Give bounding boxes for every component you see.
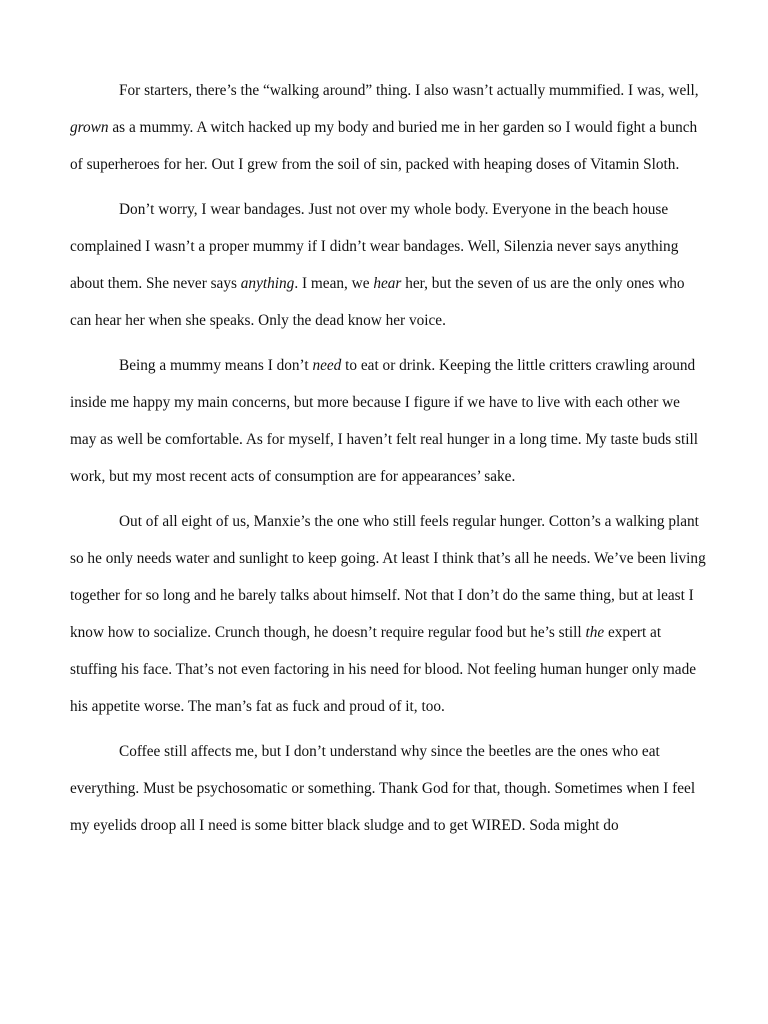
paragraph-2-text-3: her, but the seven of us are the only ones who can hear her when she speaks. Only the dead know her voice. bbox=[70, 275, 685, 329]
paragraph-1-italic-grown: grown bbox=[70, 119, 109, 136]
paragraph-3 bbox=[70, 347, 706, 495]
paragraph-1-text-2: as a mummy. A witch hacked up my body and buried me in her garden so I would fight a bunch of superheroes for her. Out I grew from the soil of sin, packed with heaping doses of Vitamin Sloth. bbox=[70, 119, 698, 173]
paragraph-5 bbox=[70, 733, 706, 844]
paragraph-4-italic-the: the bbox=[585, 624, 605, 641]
paragraph-3-italic-need: need bbox=[312, 357, 342, 374]
paragraph-5-text-1: Coffee still affects me, but I don’t understand why since the beetles are the ones who eat everything. Must be psychosomatic or something. Thank God for that, though. Sometimes when I feel my eyelids droop all I need is some bitter black sludge and to get WIRED. Soda might do bbox=[70, 743, 696, 834]
paragraph-1 bbox=[70, 72, 706, 183]
paragraph-1-text-1: For starters, there’s the “walking around” thing. I also wasn’t actually mummified. I was, well, bbox=[119, 82, 699, 99]
paragraph-2-italic-anything: anything bbox=[240, 275, 295, 292]
paragraph-4 bbox=[70, 503, 706, 725]
paragraph-2-italic-hear: hear bbox=[373, 275, 402, 292]
document-body bbox=[70, 72, 706, 852]
paragraph-3-text-2: to eat or drink. Keeping the little critters crawling around inside me happy my main concerns, but more because I figure if we have to live with each other we may as well be comfortable. As for myself, I haven’t felt real hunger in a long time. My taste buds still work, but my most recent acts of consumption are for appearances’ sake. bbox=[70, 357, 699, 485]
paragraph-3-text-1: Being a mummy means I don’t bbox=[119, 357, 313, 374]
paragraph-4-text-1: Out of all eight of us, Manxie’s the one who still feels regular hunger. Cotton’s a walking plant so he only needs water and sunlight to keep going. At least I think that’s all he needs. We’ve been living together for so long and he barely talks about himself. Not that I don’t do the same thing, but at least I know how to socialize. Crunch though, he doesn’t require regular food but he’s still bbox=[70, 513, 706, 641]
paragraph-4-text-2: expert at stuffing his face. That’s not even factoring in his need for blood. Not feeling human hunger only made his appetite worse. The man’s fat as fuck and proud of it, too. bbox=[70, 624, 697, 715]
paragraph-2-text-2: . I mean, we bbox=[294, 275, 374, 292]
paragraph-2-text-1: Don’t worry, I wear bandages. Just not over my whole body. Everyone in the beach house complained I wasn’t a proper mummy if I didn’t wear bandages. Well, Silenzia never says anything about them. She never says bbox=[70, 201, 679, 292]
paragraph-2 bbox=[70, 191, 706, 339]
